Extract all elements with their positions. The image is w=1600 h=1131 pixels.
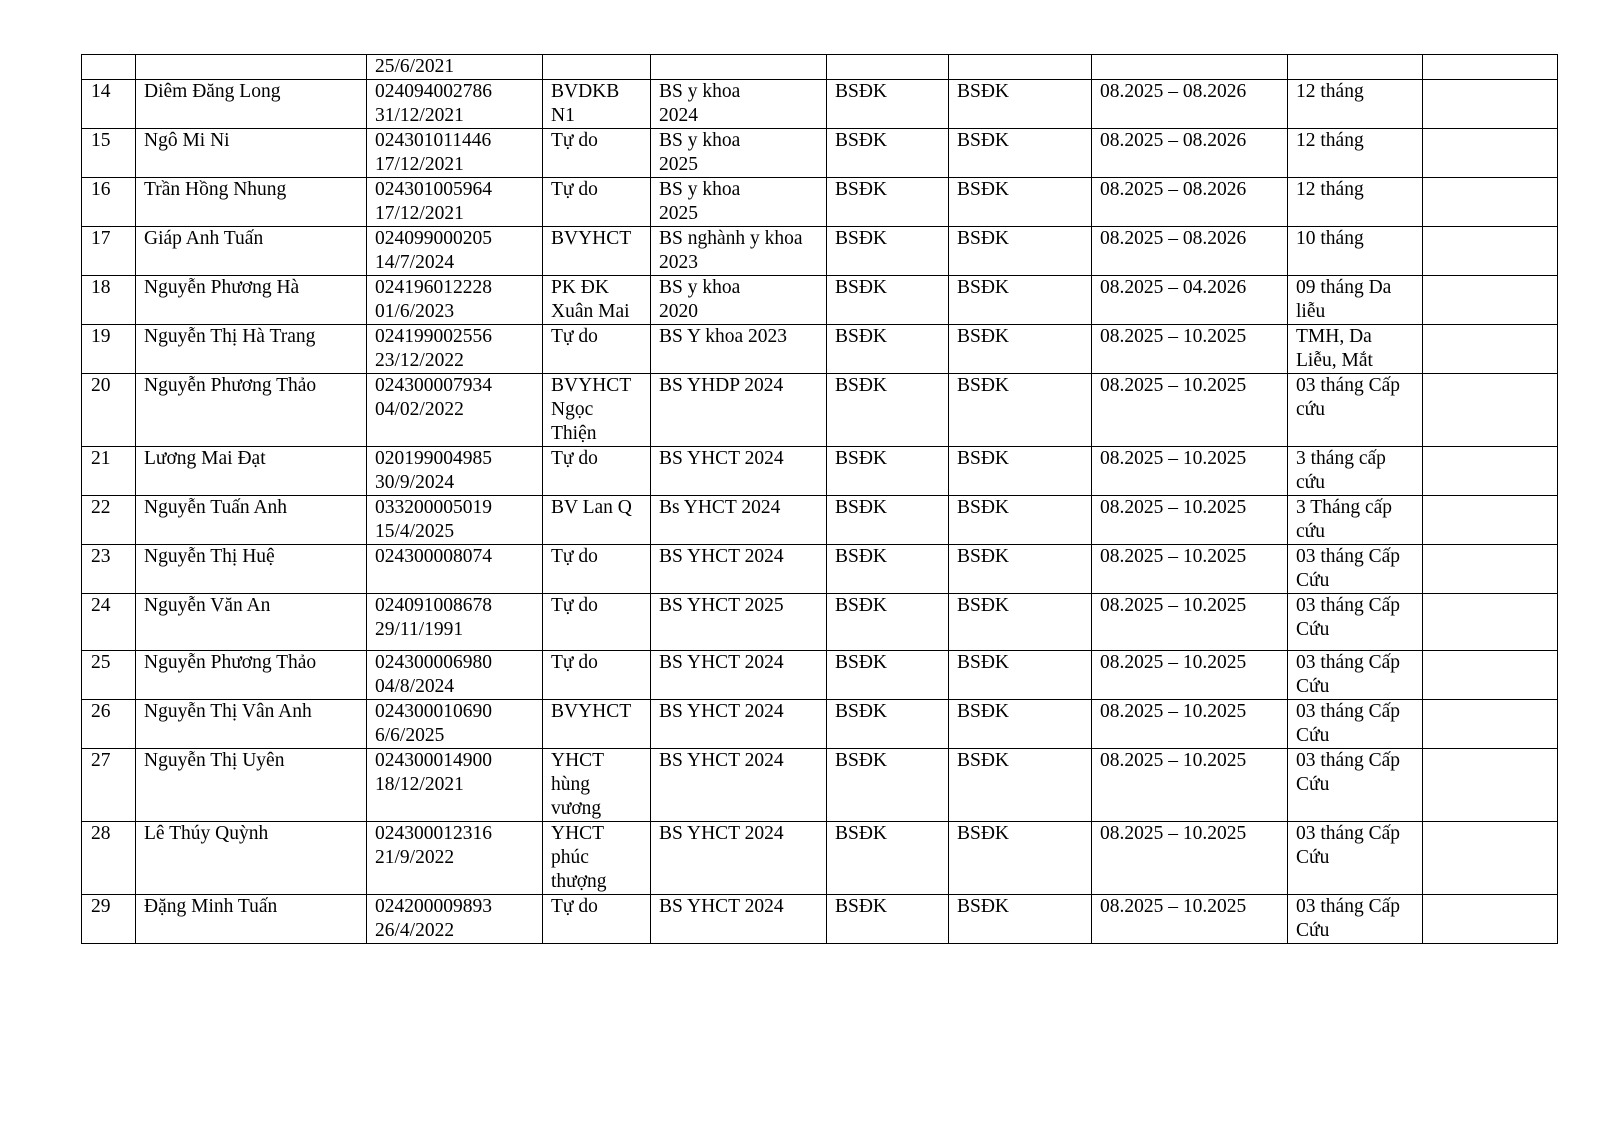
table-row [82, 594, 1558, 651]
id-cell: 024199002556 23/12/2022 [367, 325, 543, 374]
duration-cell: 10 tháng [1288, 227, 1423, 276]
degree-cell: BS Y khoa 2023 [651, 325, 827, 374]
period-cell: 08.2025 – 08.2026 [1092, 227, 1288, 276]
duration-cell: 12 tháng [1288, 80, 1423, 129]
note-cell [1423, 749, 1558, 822]
degree-cell: BS YHCT 2024 [651, 700, 827, 749]
note-cell [1423, 227, 1558, 276]
name-cell: Lê Thúy Quỳnh [136, 822, 367, 895]
degree-cell: BS y khoa 2020 [651, 276, 827, 325]
stt-cell: 27 [82, 749, 136, 822]
note-cell [1423, 55, 1558, 80]
duration-cell: 3 tháng cấp cứu [1288, 447, 1423, 496]
field-cell: BSĐK [827, 276, 949, 325]
table-row [82, 496, 1558, 545]
specialty-cell: BSĐK [949, 178, 1092, 227]
note-cell [1423, 447, 1558, 496]
table-row [82, 178, 1558, 227]
stt-cell: 21 [82, 447, 136, 496]
duration-cell: 12 tháng [1288, 129, 1423, 178]
degree-cell: BS YHCT 2024 [651, 749, 827, 822]
id-cell: 024094002786 31/12/2021 [367, 80, 543, 129]
duration-cell: 03 tháng Cấp Cứu [1288, 594, 1423, 651]
table-row [82, 749, 1558, 822]
stt-cell: 19 [82, 325, 136, 374]
workplace-cell: Tự do [543, 594, 651, 651]
period-cell: 08.2025 – 10.2025 [1092, 325, 1288, 374]
id-cell: 024300010690 6/6/2025 [367, 700, 543, 749]
stt-cell: 24 [82, 594, 136, 651]
name-cell: Nguyễn Văn An [136, 594, 367, 651]
workplace-cell: Tự do [543, 651, 651, 700]
period-cell: 08.2025 – 10.2025 [1092, 651, 1288, 700]
degree-cell: BS YHDP 2024 [651, 374, 827, 447]
specialty-cell: BSĐK [949, 374, 1092, 447]
name-cell: Nguyễn Thị Uyên [136, 749, 367, 822]
degree-cell: BS YHCT 2024 [651, 822, 827, 895]
period-cell: 08.2025 – 08.2026 [1092, 129, 1288, 178]
name-cell: Nguyễn Thị Huệ [136, 545, 367, 594]
table-row [82, 276, 1558, 325]
specialty-cell: BSĐK [949, 594, 1092, 651]
name-cell: Nguyễn Tuấn Anh [136, 496, 367, 545]
note-cell [1423, 374, 1558, 447]
stt-cell: 22 [82, 496, 136, 545]
id-cell: 024300008074 [367, 545, 543, 594]
workplace-cell: YHCT phúc thượng [543, 822, 651, 895]
name-cell: Đặng Minh Tuấn [136, 895, 367, 944]
table-row [82, 447, 1558, 496]
note-cell [1423, 895, 1558, 944]
period-cell: 08.2025 – 10.2025 [1092, 447, 1288, 496]
table-row [82, 895, 1558, 944]
workplace-cell: Tự do [543, 545, 651, 594]
table-row [82, 545, 1558, 594]
id-cell: 25/6/2021 [367, 55, 543, 80]
field-cell: BSĐK [827, 822, 949, 895]
duration-cell: TMH, Da Liễu, Mắt [1288, 325, 1423, 374]
stt-cell: 17 [82, 227, 136, 276]
name-cell: Nguyễn Thị Hà Trang [136, 325, 367, 374]
degree-cell: BS YHCT 2025 [651, 594, 827, 651]
field-cell: BSĐK [827, 178, 949, 227]
name-cell: Ngô Mi Ni [136, 129, 367, 178]
field-cell: BSĐK [827, 129, 949, 178]
field-cell: BSĐK [827, 325, 949, 374]
field-cell: BSĐK [827, 374, 949, 447]
name-cell: Nguyễn Phương Hà [136, 276, 367, 325]
id-cell: 024300006980 04/8/2024 [367, 651, 543, 700]
id-cell: 020199004985 30/9/2024 [367, 447, 543, 496]
workplace-cell: Tự do [543, 447, 651, 496]
field-cell [827, 55, 949, 80]
duration-cell: 03 tháng Cấp Cứu [1288, 749, 1423, 822]
workplace-cell: BVYHCT [543, 700, 651, 749]
field-cell: BSĐK [827, 496, 949, 545]
duration-cell: 03 tháng Cấp Cứu [1288, 651, 1423, 700]
note-cell [1423, 129, 1558, 178]
specialty-cell: BSĐK [949, 700, 1092, 749]
period-cell: 08.2025 – 10.2025 [1092, 822, 1288, 895]
degree-cell [651, 55, 827, 80]
note-cell [1423, 80, 1558, 129]
workplace-cell: BVYHCT Ngọc Thiện [543, 374, 651, 447]
period-cell [1092, 55, 1288, 80]
table-row [82, 129, 1558, 178]
table-row [82, 325, 1558, 374]
field-cell: BSĐK [827, 545, 949, 594]
period-cell: 08.2025 – 10.2025 [1092, 594, 1288, 651]
degree-cell: BS YHCT 2024 [651, 447, 827, 496]
duration-cell [1288, 55, 1423, 80]
stt-cell: 28 [82, 822, 136, 895]
degree-cell: BS y khoa 2025 [651, 178, 827, 227]
specialty-cell: BSĐK [949, 227, 1092, 276]
name-cell: Lương Mai Đạt [136, 447, 367, 496]
table-row [82, 700, 1558, 749]
degree-cell: BS YHCT 2024 [651, 651, 827, 700]
specialty-cell: BSĐK [949, 545, 1092, 594]
degree-cell: BS y khoa 2024 [651, 80, 827, 129]
table-body [82, 55, 1558, 944]
stt-cell: 25 [82, 651, 136, 700]
workplace-cell [543, 55, 651, 80]
specialty-cell: BSĐK [949, 895, 1092, 944]
specialty-cell: BSĐK [949, 651, 1092, 700]
workplace-cell: PK ĐK Xuân Mai [543, 276, 651, 325]
duration-cell: 03 tháng Cấp Cứu [1288, 895, 1423, 944]
specialty-cell: BSĐK [949, 276, 1092, 325]
id-cell: 024301005964 17/12/2021 [367, 178, 543, 227]
degree-cell: BS YHCT 2024 [651, 545, 827, 594]
specialty-cell [949, 55, 1092, 80]
workplace-cell: BVDKB N1 [543, 80, 651, 129]
duration-cell: 03 tháng Cấp Cứu [1288, 700, 1423, 749]
specialty-cell: BSĐK [949, 749, 1092, 822]
duration-cell: 03 tháng Cấp cứu [1288, 374, 1423, 447]
id-cell: 024196012228 01/6/2023 [367, 276, 543, 325]
field-cell: BSĐK [827, 80, 949, 129]
field-cell: BSĐK [827, 749, 949, 822]
duration-cell: 03 tháng Cấp Cứu [1288, 822, 1423, 895]
id-cell: 024300014900 18/12/2021 [367, 749, 543, 822]
period-cell: 08.2025 – 10.2025 [1092, 749, 1288, 822]
name-cell [136, 55, 367, 80]
period-cell: 08.2025 – 10.2025 [1092, 700, 1288, 749]
stt-cell: 16 [82, 178, 136, 227]
name-cell: Diêm Đăng Long [136, 80, 367, 129]
note-cell [1423, 651, 1558, 700]
note-cell [1423, 325, 1558, 374]
stt-cell [82, 55, 136, 80]
workplace-cell: YHCT hùng vương [543, 749, 651, 822]
table-row [82, 374, 1558, 447]
specialty-cell: BSĐK [949, 447, 1092, 496]
note-cell [1423, 594, 1558, 651]
workplace-cell: Tự do [543, 129, 651, 178]
stt-cell: 20 [82, 374, 136, 447]
duration-cell: 12 tháng [1288, 178, 1423, 227]
specialty-cell: BSĐK [949, 325, 1092, 374]
specialty-cell: BSĐK [949, 129, 1092, 178]
id-cell: 024300007934 04/02/2022 [367, 374, 543, 447]
stt-cell: 29 [82, 895, 136, 944]
id-cell: 024091008678 29/11/1991 [367, 594, 543, 651]
degree-cell: BS nghành y khoa 2023 [651, 227, 827, 276]
id-cell: 024099000205 14/7/2024 [367, 227, 543, 276]
workplace-cell: BVYHCT [543, 227, 651, 276]
workplace-cell: Tự do [543, 895, 651, 944]
note-cell [1423, 545, 1558, 594]
table-row [82, 80, 1558, 129]
field-cell: BSĐK [827, 651, 949, 700]
field-cell: BSĐK [827, 700, 949, 749]
field-cell: BSĐK [827, 594, 949, 651]
duration-cell: 09 tháng Da liễu [1288, 276, 1423, 325]
stt-cell: 14 [82, 80, 136, 129]
table-row [82, 822, 1558, 895]
stt-cell: 15 [82, 129, 136, 178]
specialty-cell: BSĐK [949, 80, 1092, 129]
name-cell: Nguyễn Phương Thảo [136, 374, 367, 447]
field-cell: BSĐK [827, 895, 949, 944]
period-cell: 08.2025 – 10.2025 [1092, 895, 1288, 944]
note-cell [1423, 496, 1558, 545]
period-cell: 08.2025 – 08.2026 [1092, 178, 1288, 227]
period-cell: 08.2025 – 10.2025 [1092, 545, 1288, 594]
period-cell: 08.2025 – 10.2025 [1092, 374, 1288, 447]
name-cell: Nguyễn Thị Vân Anh [136, 700, 367, 749]
duration-cell: 03 tháng Cấp Cứu [1288, 545, 1423, 594]
field-cell: BSĐK [827, 447, 949, 496]
id-cell: 024300012316 21/9/2022 [367, 822, 543, 895]
workplace-cell: BV Lan Q [543, 496, 651, 545]
specialty-cell: BSĐK [949, 822, 1092, 895]
note-cell [1423, 178, 1558, 227]
specialty-cell: BSĐK [949, 496, 1092, 545]
period-cell: 08.2025 – 10.2025 [1092, 496, 1288, 545]
workplace-cell: Tự do [543, 178, 651, 227]
note-cell [1423, 276, 1558, 325]
table-row [82, 227, 1558, 276]
table-row [82, 651, 1558, 700]
degree-cell: Bs YHCT 2024 [651, 496, 827, 545]
degree-cell: BS YHCT 2024 [651, 895, 827, 944]
duration-cell: 3 Tháng cấp cứu [1288, 496, 1423, 545]
name-cell: Giáp Anh Tuấn [136, 227, 367, 276]
note-cell [1423, 700, 1558, 749]
id-cell: 033200005019 15/4/2025 [367, 496, 543, 545]
workplace-cell: Tự do [543, 325, 651, 374]
period-cell: 08.2025 – 04.2026 [1092, 276, 1288, 325]
period-cell: 08.2025 – 08.2026 [1092, 80, 1288, 129]
stt-cell: 23 [82, 545, 136, 594]
note-cell [1423, 822, 1558, 895]
table-row [82, 55, 1558, 80]
stt-cell: 18 [82, 276, 136, 325]
degree-cell: BS y khoa 2025 [651, 129, 827, 178]
field-cell: BSĐK [827, 227, 949, 276]
id-cell: 024301011446 17/12/2021 [367, 129, 543, 178]
name-cell: Trần Hồng Nhung [136, 178, 367, 227]
trainee-table [81, 54, 1558, 944]
id-cell: 024200009893 26/4/2022 [367, 895, 543, 944]
name-cell: Nguyễn Phương Thảo [136, 651, 367, 700]
stt-cell: 26 [82, 700, 136, 749]
